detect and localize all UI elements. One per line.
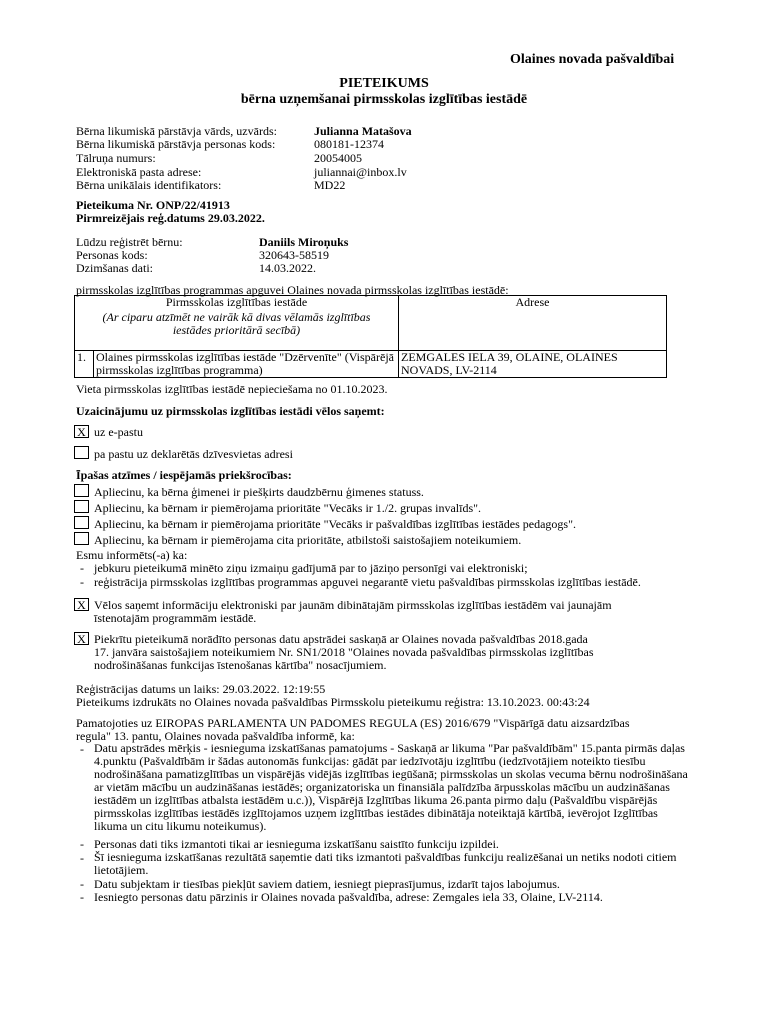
phone-value: 20054005 (314, 151, 362, 165)
child-name-label: Lūdzu reģistrēt bērnu: (76, 235, 183, 249)
row-institution: Olaines pirmsskolas izglītības iestāde "Dzērvenīte" (Vispārējā pirmsskolas izglītības programma) (94, 351, 399, 378)
phone-label: Tālruņa numurs: (76, 151, 156, 165)
child-name-value: Daniils Miroņuks (259, 235, 349, 249)
rep-code-value: 080181-12374 (314, 137, 384, 151)
email-notice-label: uz e-pastu (94, 425, 143, 439)
institution-header-cell (75, 296, 399, 351)
rep-name-label: Bērna likumiskā pārstāvja vārds, uzvārds: (76, 124, 277, 138)
rep-code-label: Bērna likumiskā pārstāvja personas kods: (76, 137, 276, 151)
application-number: Pieteikuma Nr. ONP/22/41913 (76, 198, 230, 212)
child-code-label: Personas kods: (76, 248, 148, 262)
gdpr-item: Personas dati tiks izmantoti tikai ar iesnieguma izskatīšanu saistīto funkciju izpildei. (94, 837, 499, 851)
bullet-dash: - (80, 575, 84, 589)
first-registration-date: Pirmreizējais reģ.datums 29.03.2022. (76, 211, 265, 225)
table-header-row (75, 296, 667, 351)
priority-label-teacher-parent: Apliecinu, ka bērnam ir piemērojama prioritāte "Vecāks ir pašvaldības izglītības iestādes pedagogs". (94, 517, 576, 531)
program-intro: pirmsskolas izglītības programmas apguvei Olaines novada pirmsskolas izglītības iestādē: (76, 283, 509, 297)
priority-heading: Īpašas atzīmes / iespējamās priekšrocības: (76, 468, 292, 482)
post-notice-label: pa pastu uz deklarētās dzīvesvietas adresi (94, 447, 293, 461)
row-number: 1. (75, 351, 94, 378)
bullet-dash: - (80, 890, 84, 904)
gdpr-item: Iesniegto personas datu pārzinis ir Olaines novada pašvaldība, adrese: Zemgales iela 33, Olaine, LV-2114. (94, 890, 603, 904)
informed-item: reģistrācija pirmsskolas izglītības programmas apguvei negarantē vietu pašvaldības pirmsskolas izglītības iestādē. (94, 575, 641, 589)
gdpr-item: Datu subjektam ir tiesības piekļūt saviem datiem, iesniegt pieprasījumus, izdarīt tajos labojumus. (94, 877, 560, 891)
child-id-label: Bērna unikālais identifikators: (76, 178, 222, 192)
bullet-dash: - (80, 837, 84, 851)
data-consent-label-line2: 17. janvāra saistošajiem noteikumiem Nr. SN1/2018 "Olaines novada pašvaldības pirmsskolas izglītības (94, 645, 594, 659)
post-notice-checkbox[interactable] (74, 446, 89, 459)
gdpr-item: Šī iesnieguma izskatīšanas rezultātā saņemtie dati tiks izmantoti pašvaldības funkciju realizēšanai un netiks nodoti citiem lietotājiem. (94, 850, 677, 877)
priority-checkbox-other[interactable] (74, 532, 89, 545)
row-address: ZEMGALES IELA 39, OLAINE, OLAINES NOVADS, LV-2114 (399, 351, 667, 378)
priority-label-other: Apliecinu, ka bērnam ir piemērojama cita prioritāte, atbilstoši saistošajiem noteikumiem. (94, 533, 522, 547)
email-notice-checkbox[interactable]: X (74, 425, 89, 438)
email-label: Elektroniskā pasta adrese: (76, 165, 202, 179)
document-title: PIETEIKUMS (339, 76, 429, 91)
priority-label-disabled-parent: Apliecinu, ka bērnam ir piemērojama prioritāte "Vecāks ir 1./2. grupas invalīds". (94, 501, 482, 515)
child-birth-label: Dzimšanas dati: (76, 261, 153, 275)
bullet-dash: - (80, 742, 84, 756)
electronic-info-checkbox[interactable]: X (74, 598, 89, 611)
rep-name-value: Julianna Matašova (314, 124, 412, 138)
registration-datetime: Reģistrācijas datums un laiks: 29.03.2022. 12:19:55 (76, 682, 326, 696)
priority-label-large-family: Apliecinu, ka bērna ģimenei ir piešķirts daudzbērnu ģimenes statuss. (94, 485, 424, 499)
priority-checkbox-large-family[interactable] (74, 484, 89, 497)
informed-item: jebkuru pieteikumā minēto ziņu izmaiņu gadījumā par to jāziņo personīgi vai elektroniski; (94, 561, 528, 575)
recipient: Olaines novada pašvaldībai (510, 52, 675, 67)
institution-table (74, 295, 667, 378)
address-col-header: Adrese (399, 296, 667, 351)
gdpr-purpose: Datu apstrādes mērķis - iesnieguma izskatīšanas pamatojums - Saskaņā ar likuma "Par pašvaldībām" 15.panta pirmās daļas 4.punktu (Pašvaldībām ir šādas autonomās funkcijas: gādāt par iedzīvotāju izglītību (iedzīvotājiem noteikto tiesību nodrošināšana pamatizglītības un vispārējās vidējās izglītības iegūšanā; pirmsskolas un skolas vecuma bērnu nodrošināšana ar vietām mācību un audzināšanas iestādēs; organizatoriska un finansiāla palīdzība ārpusskolas mācību un audzināšanas iestādēm un izglītības atbalsta iestādēm u.c.)), Vispārējā Izglītības likuma 26.panta pirmo daļu (Pašvaldību vispārējās pirmsskolas izglītības iestādēs izglītojamos uzņem izglītības iestādes dibinātāja noteiktajā kārtībā, ievērojot Izglītības likuma un citu likumu noteikumus). (94, 741, 688, 833)
place-needed: Vieta pirmsskolas izglītības iestādē nepieciešama no 01.10.2023. (76, 382, 388, 396)
informed-heading: Esmu informēts(-a) ka: (76, 548, 188, 562)
institution-col-header: Pirmsskolas izglītības iestāde (165, 295, 308, 309)
electronic-info-label-line2: īstenotajām programmām iestādē. (94, 611, 257, 625)
institution-col-note: (Ar ciparu atzīmēt ne vairāk kā divas vēlamās izglītības iestādes prioritārā secībā) (102, 310, 371, 337)
child-birth-value: 14.03.2022. (259, 261, 316, 275)
document-subtitle: bērna uzņemšanai pirmsskolas izglītības iestādē (240, 92, 528, 107)
data-consent-label-line1: Piekrītu pieteikumā norādīto personas datu apstrādei saskaņā ar Olaines novada pašvaldības 2018.gada (94, 632, 588, 646)
child-id-value: MD22 (314, 178, 346, 192)
child-code-value: 320643-58519 (259, 248, 329, 262)
gdpr-intro-line2: regula" 13. pantu, Olaines novada pašvaldība informē, ka: (76, 729, 355, 743)
data-consent-label-line3: nodrošināšanas funkcijas īstenošanas kārtība" nosacījumiem. (94, 658, 387, 672)
email-value: juliannai@inbox.lv (314, 165, 407, 179)
table-row (75, 351, 667, 378)
bullet-dash: - (80, 561, 84, 575)
gdpr-intro-line1: Pamatojoties uz EIROPAS PARLAMENTA UN PADOMES REGULA (ES) 2016/679 "Vispārīgā datu aizsardzības (76, 716, 630, 730)
data-consent-checkbox[interactable]: X (74, 632, 89, 645)
priority-checkbox-teacher-parent[interactable] (74, 516, 89, 529)
electronic-info-label-line1: Vēlos saņemt informāciju elektroniski par jaunām dibinātajām pirmsskolas izglītības iestādēm vai jaunajām (94, 598, 612, 612)
bullet-dash: - (80, 877, 84, 891)
bullet-dash: - (80, 851, 84, 865)
notice-heading: Uzaicinājumu uz pirmsskolas izglītības iestādi vēlos saņemt: (76, 404, 385, 418)
priority-checkbox-disabled-parent[interactable] (74, 500, 89, 513)
printed-from: Pieteikums izdrukāts no Olaines novada pašvaldības Pirmsskolu pieteikumu reģistra: 13.10.2023. 00:43:24 (76, 695, 590, 709)
